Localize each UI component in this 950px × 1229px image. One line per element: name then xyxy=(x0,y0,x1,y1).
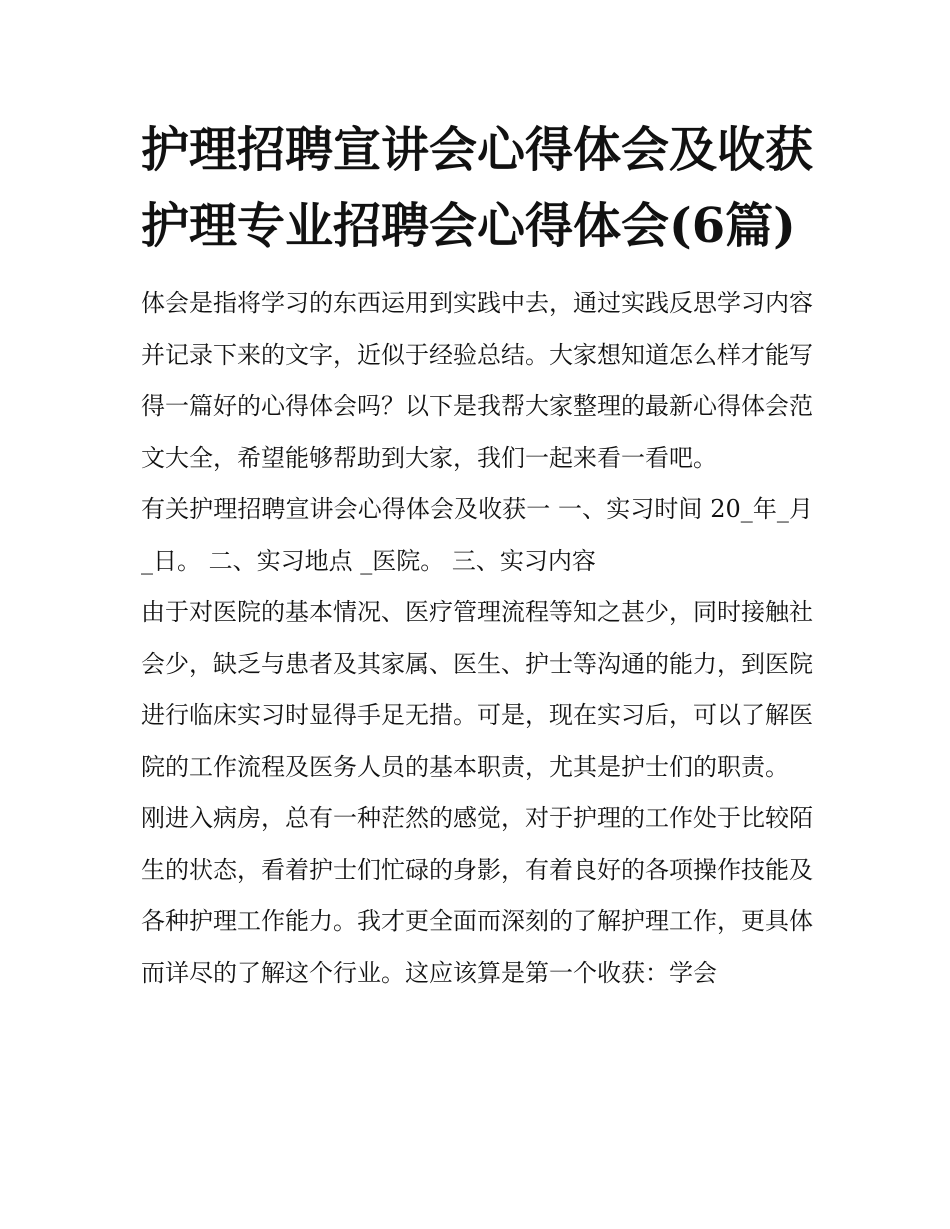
document-body xyxy=(141,112,813,999)
paragraph-ward: 刚进入病房，总有一种茫然的感觉，对于护理的工作处于比较陌生的状态，看着护士们忙碌的身影，有着良好的各项操作技能及各种护理工作能力。我才更全面而深刻的了解护理工作，更具体而详尽的了解这个行业。这应该算是第一个收获：学会 xyxy=(141,804,813,987)
document-title: 护理招聘宣讲会心得体会及收获 护理专业招聘会心得体会(6篇) xyxy=(141,122,814,254)
paragraph-hospital-intro: 由于对医院的基本情况、医疗管理流程等知之甚少，同时接触社会少，缺乏与患者及其家属、医生、护士等沟通的能力，到医院进行临床实习时显得手足无措。可是，现在实习后，可以了解医院的工作流程及医务人员的基本职责，尤其是护士们的职责。 xyxy=(141,598,813,781)
paragraph-section-one: 有关护理招聘宣讲会心得体会及收获一 一、实习时间 20_年_月_日。 二、实习地点 _医院。 三、实习内容 xyxy=(141,495,813,575)
paragraph-intro: 体会是指将学习的东西运用到实践中去，通过实践反思学习内容并记录下来的文字，近似于经验总结。大家想知道怎么样才能写得一篇好的心得体会吗？以下是我帮大家整理的最新心得体会范文大全，希望能够帮助到大家，我们一起来看一看吧。 xyxy=(141,289,813,472)
